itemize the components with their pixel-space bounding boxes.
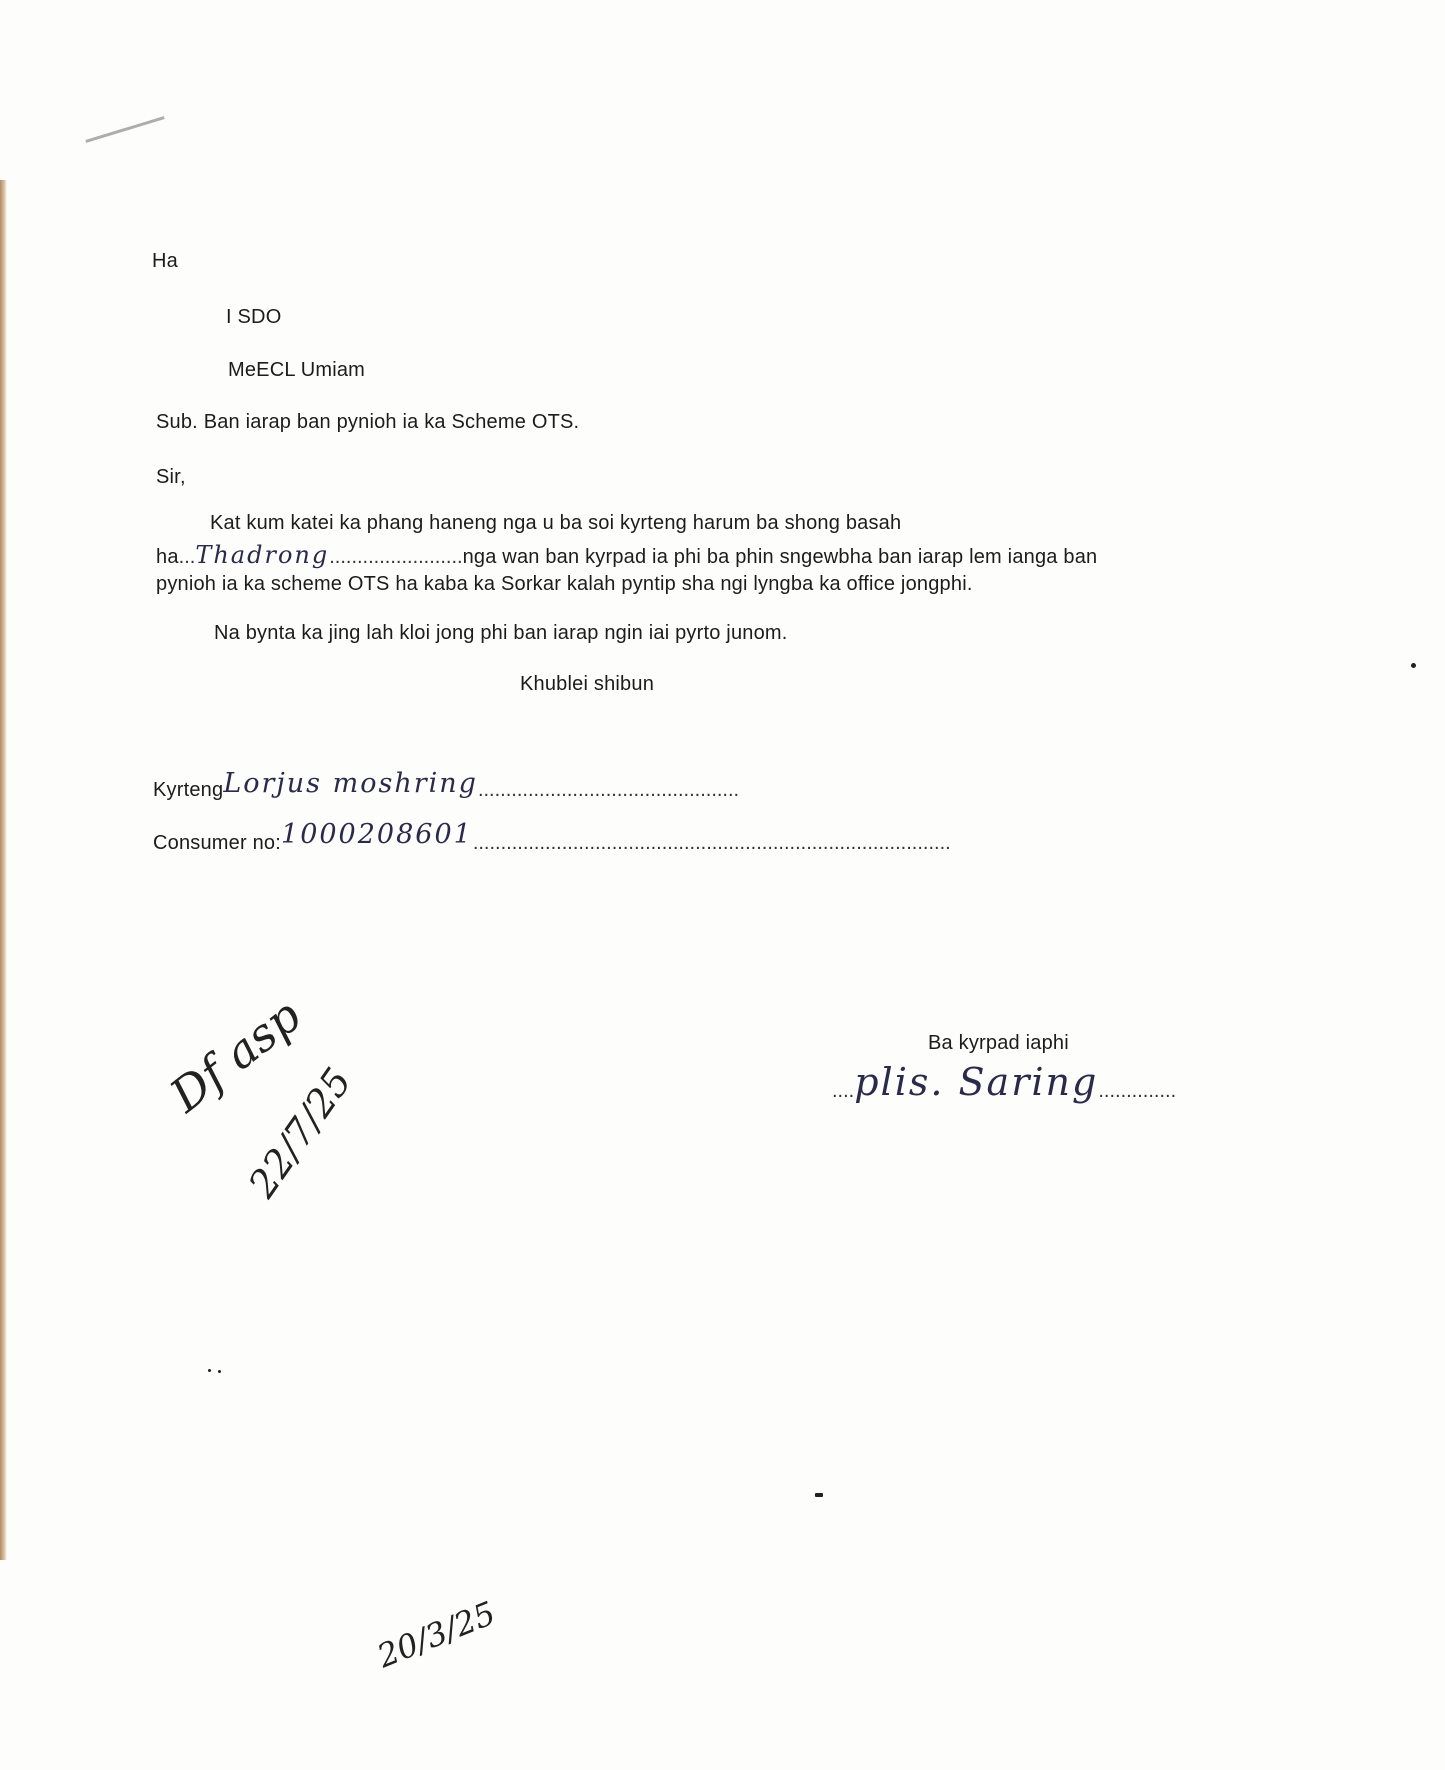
body-line-4: Na bynta ka jing lah kloi jong phi ban iarap ngin iai pyrto junom.: [214, 622, 788, 644]
consumer-label: Consumer no:: [153, 832, 282, 854]
fill-dots: ....: [832, 1080, 855, 1102]
stray-dot: [1411, 663, 1416, 668]
consumer-handwritten: 1000208601: [281, 819, 473, 850]
salutation-to: Ha: [152, 250, 178, 272]
fill-dots: ...: [178, 546, 196, 568]
endorsement-date-2: 20/3/25: [372, 1593, 501, 1676]
consumer-field: [153, 819, 951, 856]
name-handwritten: Lorjus moshring: [223, 768, 478, 799]
fill-dots: ..............: [1098, 1080, 1177, 1102]
fill-dots: ........................: [329, 546, 463, 568]
subject-line: Sub. Ban iarap ban pynioh ia ka Scheme OTS.: [156, 411, 580, 433]
recipient-line-1: I SDO: [226, 306, 282, 328]
greeting: Sir,: [156, 466, 186, 488]
name-label: Kyrteng: [153, 779, 224, 801]
stray-mark: [815, 1493, 823, 1497]
stray-dot: [218, 1370, 221, 1373]
signature-handwritten: plis. Saring: [854, 1060, 1099, 1104]
place-handwritten: Thadrong: [195, 541, 330, 569]
name-field: [153, 768, 740, 803]
fill-dots: ...............................................: [477, 779, 740, 801]
signature-caption: Ba kyrpad iaphi: [928, 1032, 1069, 1054]
endorsement-note-1: Df asp: [160, 988, 311, 1123]
recipient-line-2: MeECL Umiam: [228, 359, 366, 381]
body-line-2-prefix: ha: [156, 546, 179, 568]
endorsement-date-1: 22/7/25: [240, 1059, 361, 1206]
fill-dots: ......................................................................................: [472, 832, 951, 854]
stray-dot: [208, 1369, 211, 1372]
body-line-3: pynioh ia ka scheme OTS ha kaba ka Sorkar kalah pyntip sha ngi lyngba ka office jongphi.: [156, 573, 973, 595]
signature-block: [832, 1062, 1176, 1106]
closing: Khublei shibun: [520, 673, 655, 695]
body-line-2-suffix: nga wan ban kyrpad ia phi ba phin sngewbha ban iarap lem ianga ban: [462, 546, 1098, 568]
scan-edge-shadow: [0, 180, 7, 1560]
body-line-1: Kat kum katei ka phang haneng nga u ba soi kyrteng harum ba shong basah: [210, 512, 902, 534]
body-line-2: [156, 541, 1097, 569]
scan-artifact-mark: [85, 116, 164, 143]
